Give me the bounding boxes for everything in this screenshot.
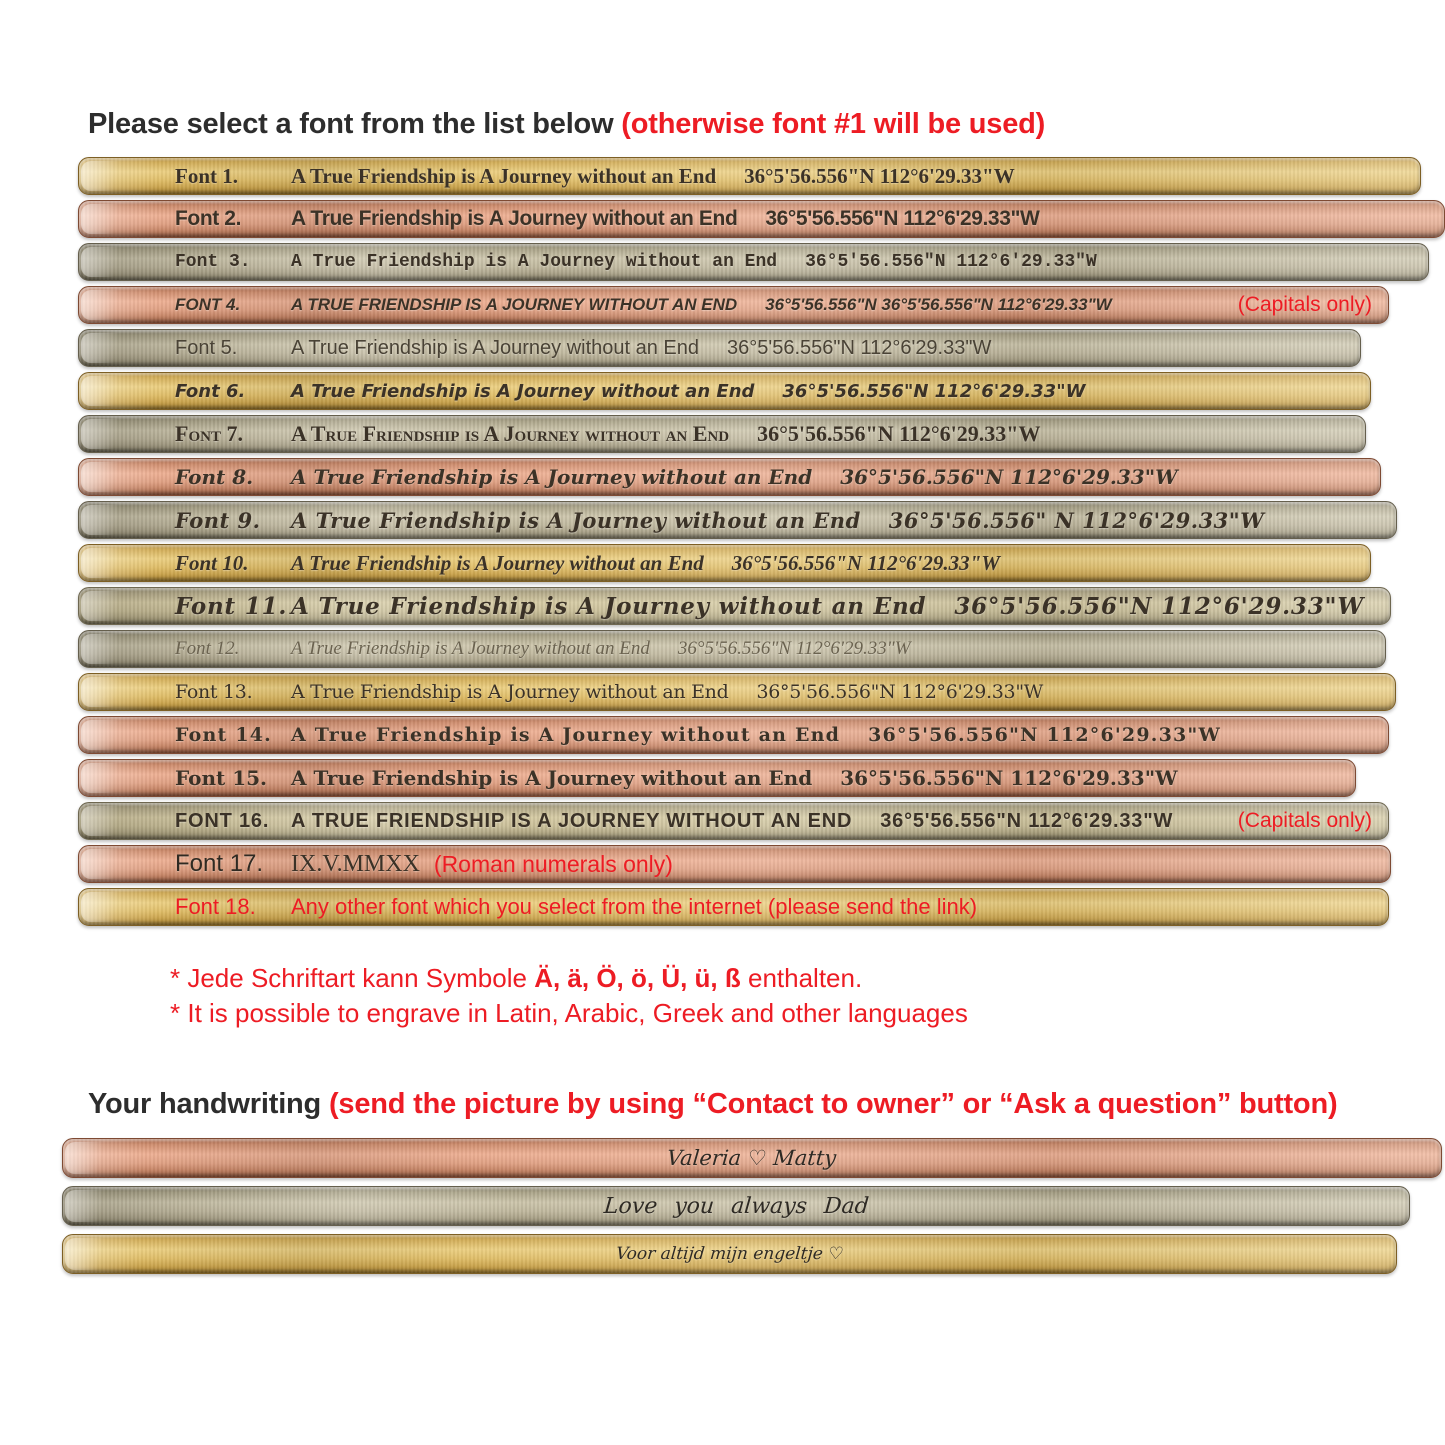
font-sample-coords: 36°5'56.556"N 112°6'29.33"W (756, 681, 1043, 703)
font-label: FONT 4. (175, 295, 241, 314)
font-label: Font 7. (175, 421, 243, 446)
font-sample-text: A True Friendship is A Journey without an End (291, 336, 700, 359)
font-label: Font 6. (175, 380, 246, 402)
font-sample-bar (78, 587, 1391, 625)
font-sample-text: A True Friendship is A Journey without an End (291, 507, 861, 533)
font-sample-coords: 36°5'56.556"N 36°5'56.556"N 112°6'29.33"W (765, 295, 1112, 314)
font-sample-text: A TRUE FRIENDSHIP IS A JOURNEY WITHOUT AN END (291, 809, 853, 832)
font-sample-text: A True Friendship is A Journey without an End (291, 766, 813, 790)
font-sample-coords: 36°5'56.556"N 112°6'29.33"W (782, 380, 1086, 402)
font-label: Font 2. (175, 207, 242, 230)
font-sample-coords: 36°5'56.556"N 112°6'29.33"W (954, 592, 1364, 620)
font-sample-coords: 36°5'56.556"N 112°6'29.33"W (727, 336, 992, 359)
font-sample-text: A True Friendship is A Journey without an End (291, 550, 704, 575)
font-sample-coords: 36°5'56.556"N 112°6'29.33"W (731, 550, 1000, 575)
font-sample-bar (78, 544, 1371, 582)
font-sample-coords: 36°5'56.556"N 112°6'29.33"W (880, 809, 1174, 832)
font-sample-bar (78, 759, 1356, 797)
font-sample-text: A TRUE FRIENDSHIP IS A JOURNEY WITHOUT AN END (291, 295, 738, 314)
handwriting-title-main: Your handwriting (88, 1088, 329, 1120)
font-sample-bar (78, 372, 1371, 410)
font-sample-bar (78, 716, 1389, 754)
font-sample-bar (78, 200, 1445, 238)
font-sample-text: A True Friendship is A Journey without an End (291, 421, 730, 446)
font-sample-coords: 36°5'56.556" N 112°6'29.33"W (888, 507, 1265, 533)
font-sample-text: A True Friendship is A Journey without an End (291, 163, 717, 188)
handwriting-sample-bar (62, 1234, 1397, 1274)
font-sample-text: A True Friendship is A Journey without an End (291, 207, 738, 230)
font-sample-bar (78, 802, 1389, 840)
font-sample-coords: 36°5'56.556"N 112°6'29.33"W (868, 724, 1222, 746)
handwriting-list (62, 1138, 1442, 1282)
font-sample-coords: 36°5'56.556"N 112°6'29.33"W (677, 638, 911, 659)
font-label: Font 13. (175, 681, 253, 703)
font-sample-bar (78, 243, 1429, 281)
font-sample-coords: 36°5'56.556"N 112°6'29.33"W (840, 766, 1178, 790)
font-sample-bar (78, 501, 1397, 539)
font-label: Font 18. (175, 894, 256, 919)
font-label: Font 9. (175, 507, 261, 533)
page-title (88, 108, 1045, 141)
handwriting-text: Love you always Dad (602, 1193, 870, 1219)
font-sample-coords: 36°5'56.556"N 112°6'29.33"W (757, 421, 1041, 446)
font-sample-text: A True Friendship is A Journey without an End (291, 252, 778, 272)
font-sample-text: A True Friendship is A Journey without an End (291, 638, 650, 659)
font-sample-bar (78, 157, 1421, 195)
font-sample-bar (78, 329, 1361, 367)
font-note: (Capitals only) (1237, 293, 1372, 316)
font-label: Font 12. (175, 638, 240, 659)
font-sample-bar (78, 673, 1396, 711)
note-symbols: * Jede Schriftart kann Symbole Ä, ä, Ö, ö, Ü, ü, ß enthalten. (170, 963, 863, 993)
font-note: (Capitals only) (1237, 809, 1372, 832)
font-sample-text: A True Friendship is A Journey without an End (291, 681, 729, 703)
font-sample-bar (78, 888, 1389, 926)
font-sample-text: Any other font which you select from the internet (please send the link) (291, 894, 978, 919)
font-sample-bar (78, 845, 1391, 883)
note-symbols-bold: Ä, ä, Ö, ö, Ü, ü, ß (534, 963, 741, 993)
handwriting-sample-bar (62, 1138, 1442, 1178)
font-sample-bar (78, 630, 1386, 668)
page-title-main: Please select a font from the list below (88, 108, 622, 140)
font-sample-coords: 36°5'56.556"N 112°6'29.33"W (744, 163, 1015, 188)
font-sample-coords: 36°5'56.556"N 112°6'29.33"W (765, 207, 1040, 230)
font-sample-text: A True Friendship is A Journey without an End (291, 465, 813, 489)
font-sample-text: A True Friendship is A Journey without an End (291, 592, 927, 620)
font-label: Font 5. (175, 336, 238, 359)
handwriting-title-note: (send the picture by using “Contact to owner” or “Ask a question” button) (328, 1088, 1338, 1120)
font-label: Font 11. (175, 592, 288, 620)
font-label: Font 10. (175, 550, 249, 575)
handwriting-text: Valeria ♡ Matty (666, 1146, 838, 1170)
font-sample-bar (78, 286, 1389, 324)
page-title-note: (otherwise font #1 will be used) (621, 108, 1046, 140)
font-label: Font 8. (175, 465, 254, 489)
font-label: Font 15. (175, 766, 267, 790)
handwriting-sample-bar (62, 1186, 1410, 1226)
font-label: Font 17. (175, 850, 264, 877)
font-label: Font 14. (175, 724, 272, 746)
font-sample-text: A True Friendship is A Journey without an End (291, 380, 755, 402)
font-sample-coords: 36°5'56.556"N 112°6'29.33"W (840, 465, 1178, 489)
font-sample-text: A True Friendship is A Journey without an End (291, 724, 841, 746)
font-label: FONT 16. (175, 809, 270, 832)
handwriting-title (88, 1088, 1337, 1121)
font-label: Font 1. (175, 163, 238, 188)
font-sample-bar (78, 458, 1381, 496)
note-languages: * It is possible to engrave in Latin, Arabic, Greek and other languages (170, 998, 968, 1028)
font-sample-bar (78, 415, 1366, 453)
font-sample-text: IX.V.MMXX (291, 850, 420, 877)
font-sample-coords: 36°5'56.556"N 112°6'29.33"W (805, 252, 1097, 272)
font-list (78, 157, 1445, 931)
notes (170, 961, 968, 1031)
handwriting-text: Voor altijd mijn engeltje ♡ (614, 1244, 845, 1264)
font-note: (Roman numerals only) (433, 850, 673, 877)
font-label: Font 3. (175, 252, 251, 272)
